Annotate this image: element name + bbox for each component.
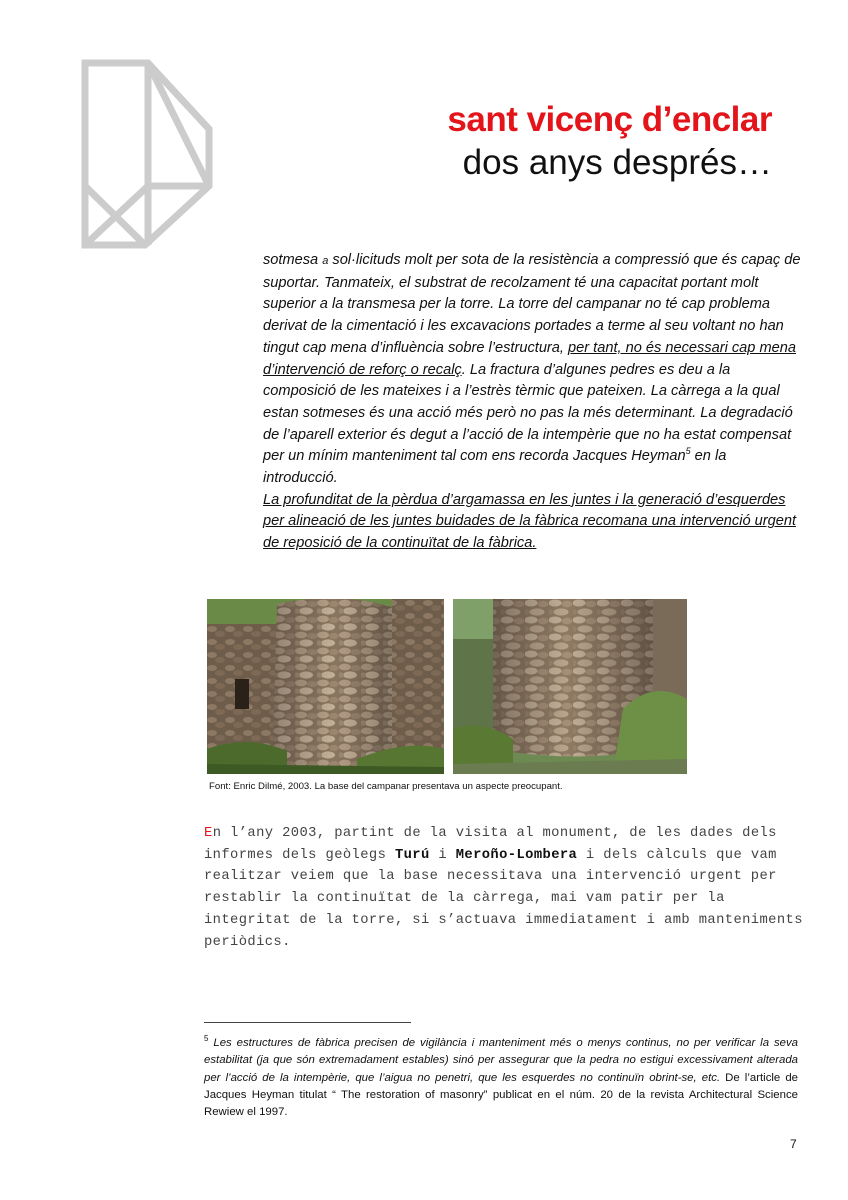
para-text-3: i dels càlculs que vam realitzar veiem que la base necessitava una intervenció urgent per restablir la continuïtat de la càrrega, mai vam patir per la integritat de la torre, si s’actuava immediatament i amb manteniments periòdics. xyxy=(204,847,803,950)
body-text-1: sotmesa xyxy=(263,252,323,268)
body-paragraph xyxy=(263,250,803,555)
page-number: 7 xyxy=(790,1137,797,1151)
figure-caption: Font: Enric Dilmé, 2003. La base del campanar presentava un aspecte preocupant. xyxy=(209,781,563,792)
body-text-4: en la introducció. xyxy=(263,448,727,487)
para-bold-merono: Meroño-Lombera xyxy=(455,847,578,863)
footnote-normal: De l’article de Jacques Heyman titulat “ The restoration of masonry” publicat en el núm. 20 de la revista Architectural Science Rewiew el 1997. xyxy=(204,1071,798,1119)
body-underlined-2: La profunditat de la pèrdua d’argamassa en les juntes i la generació d’esquerdes per alineació de les juntes buidades de la fàbrica recomana una intervenció urgent de reposició de la continuïtat de la fàbrica. xyxy=(263,491,797,552)
footnote-italic: Les estructures de fàbrica precisen de vigilància i manteniment més o menys continus, no per verificar la seva estabilitat (ja que són extremadament estables) sinó per assegurar que la pedra no estigui excessivament alterada per l’acció de la intempèrie, que l’aigua no penetri, que les esquerdes no continuïn obrint-se, etc. xyxy=(204,1036,798,1084)
geometric-d-logo-icon xyxy=(80,58,214,250)
body-text-2: sol·licituds molt per sota de la resistència a compressió que és capaç de suportar. Tanmateix, el substrat de recolzament té una capacitat portant molt superior a la transmesa per la torre. La torre del campanar no té cap problema derivat de la cimentació i les excavacions portades a terme al seu voltant no han tingut cap mena d’influència sobre l’estructura, xyxy=(263,252,801,356)
para-text-2: i xyxy=(429,847,456,863)
para-bold-turu: Turú xyxy=(394,847,430,863)
footnote-ref: 5 xyxy=(685,446,691,457)
main-paragraph xyxy=(204,823,804,953)
para-text-1: n l’any 2003, partint de la visita al monument, de les dades dels informes dels geòlegs xyxy=(204,826,777,863)
title-subtitle: dos anys després… xyxy=(462,143,772,182)
photo-bell-tower-base-1 xyxy=(207,599,444,774)
dropcap: E xyxy=(204,826,213,841)
body-text-3: . La fractura d’algunes pedres es deu a la composició de les mateixes i a l’estrès tèrmic que pateixen. La càrrega a la qual estan sotmeses és una acció més però no pas la més determinant. La degradació de l’aparell exterior és degut a l’acció de la intempèrie que no ha estat compensat per un mínim manteniment tal com ens recorda Jacques Heyman xyxy=(263,361,793,465)
body-underlined-1: per tant, no és necessari cap mena d’intervenció de reforç o recalç xyxy=(263,339,796,378)
footnote-divider xyxy=(204,1022,411,1023)
page-title xyxy=(447,98,772,184)
title-red: sant vicenç d’enclar xyxy=(447,100,772,139)
footnote-number: 5 xyxy=(204,1034,209,1043)
footnote xyxy=(204,1030,798,1122)
body-text-small-a: a xyxy=(322,255,329,267)
photo-bell-tower-base-2 xyxy=(453,599,687,774)
